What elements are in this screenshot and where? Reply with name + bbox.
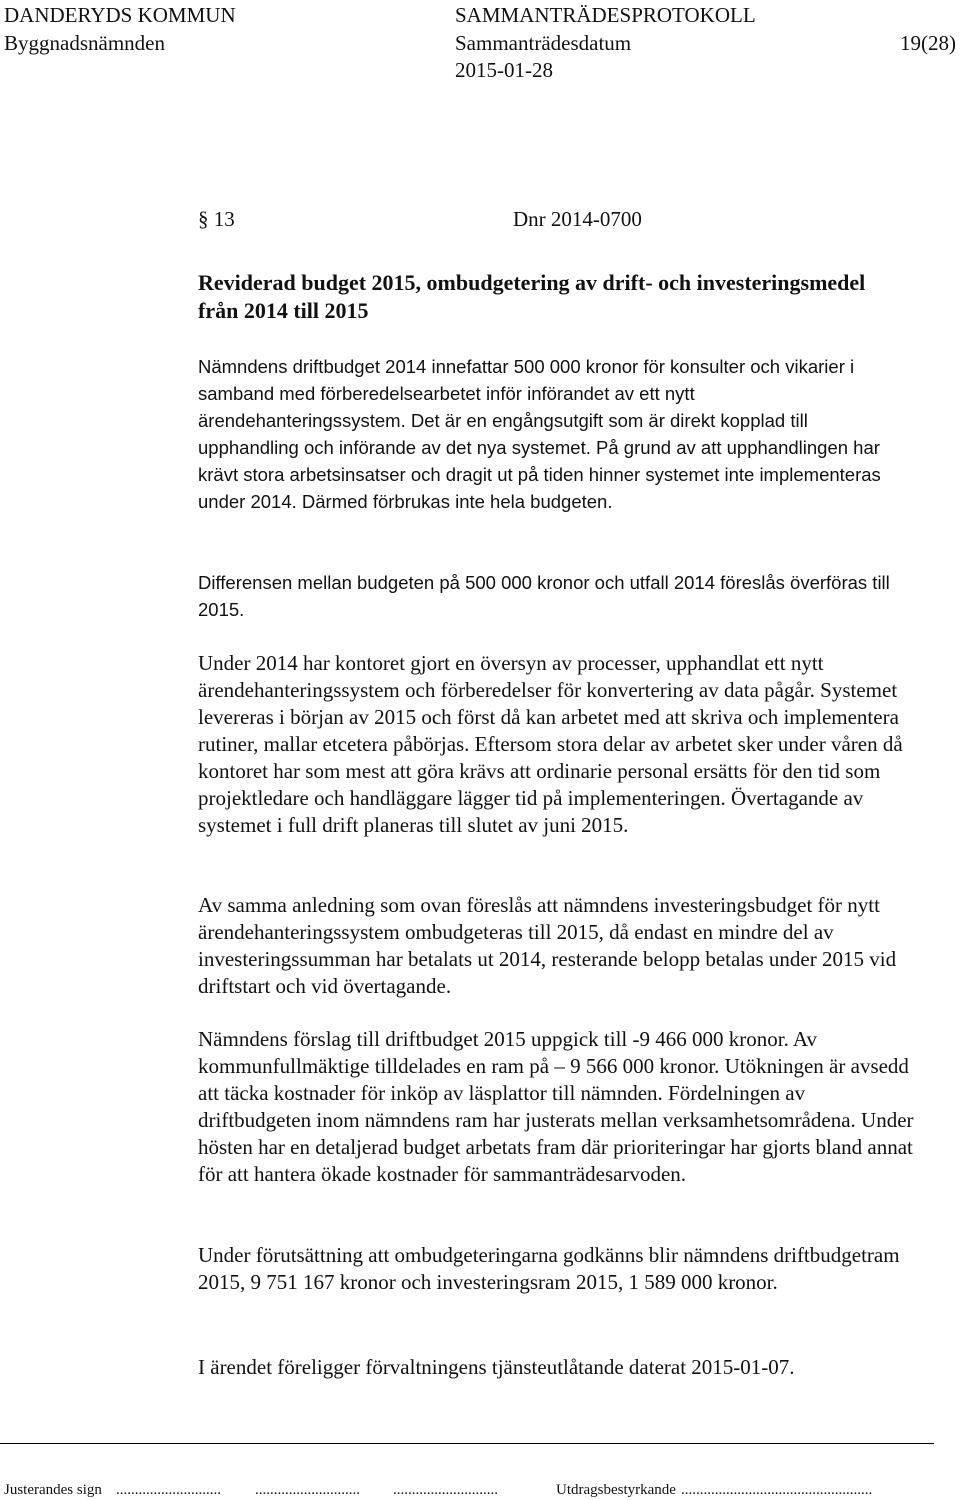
paragraph-investment-budget: Av samma anledning som ovan föreslås att nämndens investeringsbudget för nytt ärendehanteringssystem ombudgeteras till 2015, då endast en mindre del av investeringssumman har betalats ut 2014, resterande belopp betalas under 2015 vid driftstart och vid övertagande. — [198, 893, 897, 998]
paragraph-system-review: Under 2014 har kontoret gjort en översyn av processer, upphandlat ett nytt ärendehanteringssystem och förberedelser för konvertering av data pågår. Systemet levereras i början av 2015 och först då kan arbetet med att skriva och implementera rutiner, mallar etcetera påbörjas. Eftersom stora delar av arbetet sker under våren då kontoret har som mest att göra krävs att ordinarie personal ersätts för den tid som projektledare och handläggare lägger tid på implementeringen. Övertagande av systemet i full drift planeras till slutet av juni 2015. — [198, 651, 903, 837]
footer-divider — [0, 1443, 934, 1444]
meeting-date: 2015-01-28 — [455, 58, 553, 82]
paragraph-difference: Differensen mellan budgeten på 500 000 kronor och utfall 2014 föreslås överföras till 2015. — [198, 572, 890, 620]
signature-line-2: ............................ — [255, 1482, 360, 1498]
extract-certification-line: ................................................... — [681, 1482, 873, 1498]
paragraph-operating-budget: Nämndens förslag till driftbudget 2015 uppgick till -9 466 000 kronor. Av kommunfullmäktige tilldelades en ram på – 9 566 000 kronor. Utökningen är avsedd att täcka kostnader för inköp av läsplattor till nämnden. Fördelningen av driftbudgeten inom nämndens ram har justerats mellan verksamhetsområdena. Under hösten har en detaljerad budget arbetats fram där prioriteringar har gjorts bland annat för att hantera ökade kostnader för sammanträdesarvoden. — [198, 1027, 914, 1186]
signature-label: Justerandes sign — [4, 1482, 102, 1498]
date-label: Sammanträdesdatum — [455, 31, 632, 55]
page-number: 19(28) — [900, 31, 956, 55]
municipality-name: DANDERYDS KOMMUN — [4, 3, 236, 27]
document-type: SAMMANTRÄDESPROTOKOLL — [455, 3, 756, 27]
case-number: Dnr 2014-0700 — [513, 207, 642, 231]
extract-certification-label: Utdragsbestyrkande — [556, 1482, 676, 1498]
section-number: § 13 — [198, 207, 235, 231]
paragraph-conditional-frame: Under förutsättning att ombudgeteringarna godkänns blir nämndens driftbudgetram 2015, 9 751 167 kronor och investeringsram 2015, 1 589 000 kronor. — [198, 1243, 900, 1294]
signature-line-3: ............................ — [393, 1482, 498, 1498]
paragraph-statement-reference: I ärendet föreligger förvaltningens tjänsteutlåtande daterat 2015-01-07. — [198, 1355, 795, 1379]
signature-line-1: ............................ — [116, 1482, 221, 1498]
paragraph-budget-background: Nämndens driftbudget 2014 innefattar 500 000 kronor för konsulter och vikarier i samband med förberedelsearbetet inför införandet av ett nytt ärendehanteringssystem. Det är en engångsutgift som är direkt kopplad till upphandling och införande av det nya systemet. På grund av att upphandlingen har krävt stora arbetsinsatser och dragit ut på tiden hinner systemet inte implementeras under 2014. Därmed förbrukas inte hela budgeten. — [198, 356, 881, 512]
department-name: Byggnadsnämnden — [4, 31, 165, 55]
page-title: Reviderad budget 2015, ombudgetering av drift- och investeringsmedel från 2014 till 2015 — [198, 270, 866, 323]
